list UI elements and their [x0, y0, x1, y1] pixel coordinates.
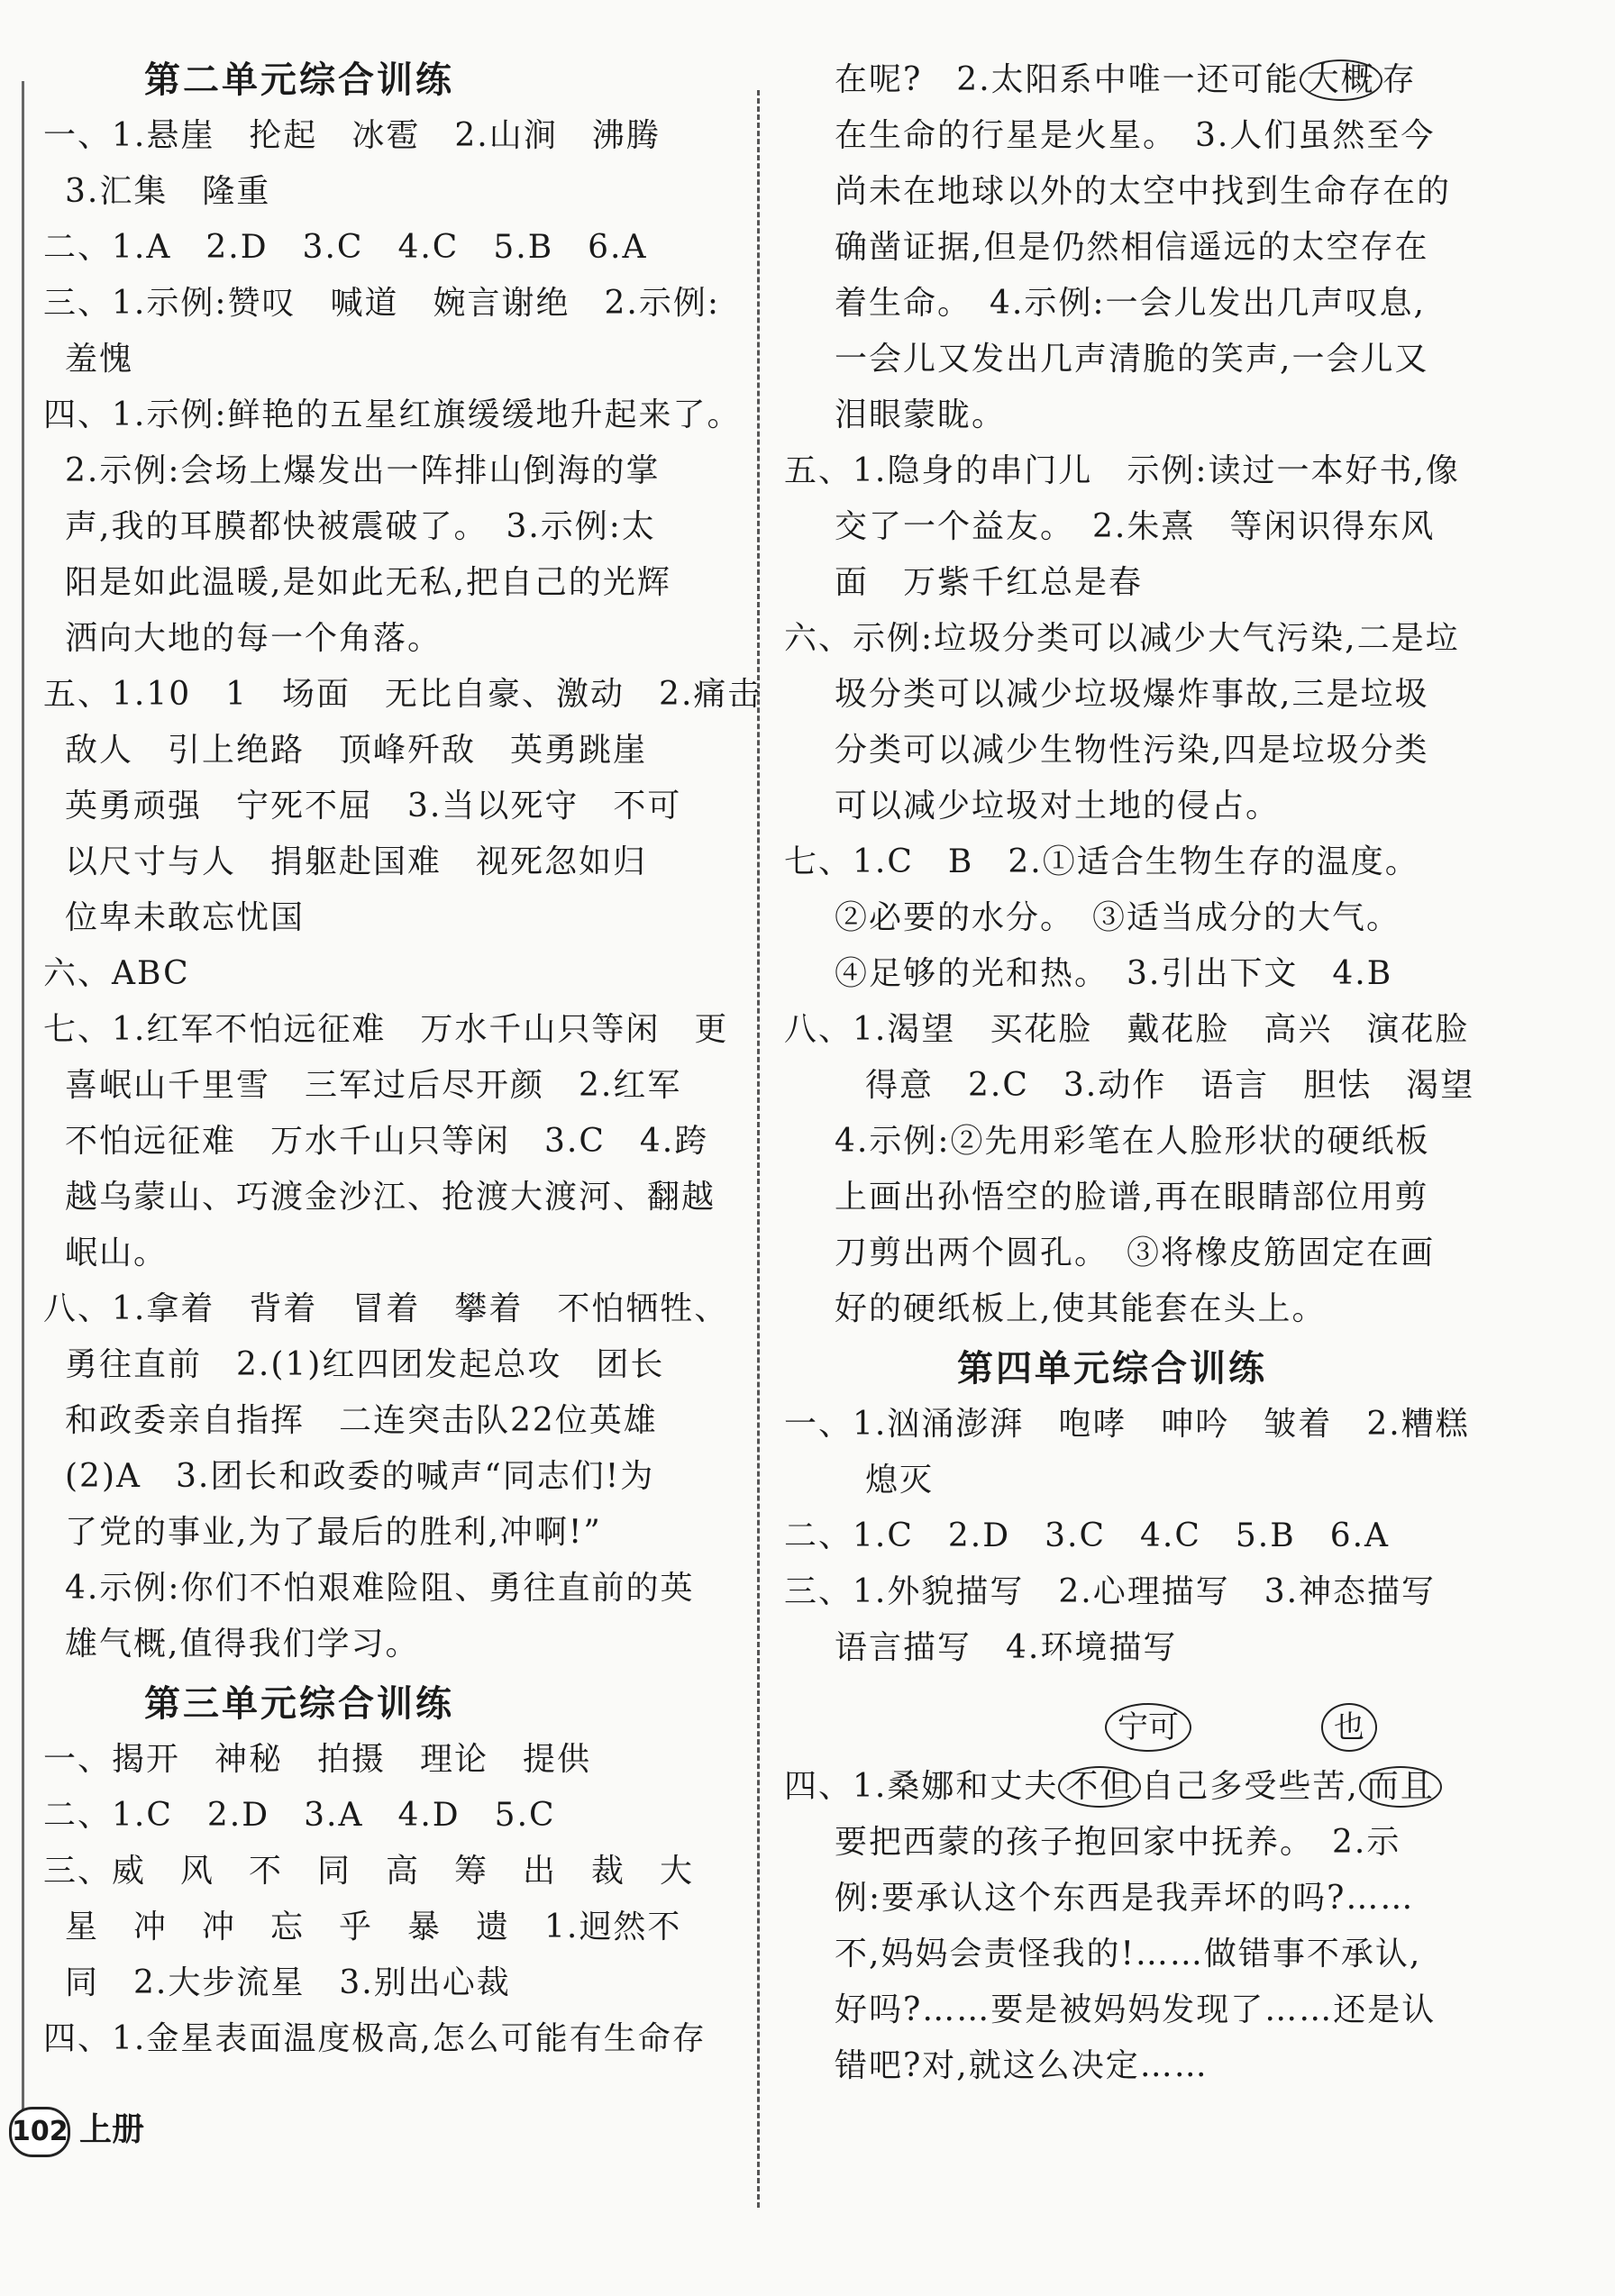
- answer-line: 圾分类可以减少垃圾爆炸事故,三是垃圾: [835, 676, 1429, 713]
- annotation-bubble: 宁可: [1105, 1703, 1191, 1752]
- answer-line: 二、1.C 2.D 3.A 4.D 5.C: [43, 1797, 556, 1834]
- answer-line: 尚未在地球以外的太空中找到生命存在的: [835, 173, 1452, 210]
- answer-line: 确凿证据,但是仍然相信遥远的太空存在: [835, 229, 1429, 266]
- answer-line: 五、1.10 1 场面 无比自豪、激动 2.痛击: [43, 676, 762, 713]
- answer-line: 勇往直前 2.(1)红四团发起总攻 团长: [65, 1346, 665, 1383]
- answer-line: 和政委亲自指挥 二连突击队22位英雄: [65, 1402, 658, 1439]
- answer-line: 位卑未敢忘忧国: [65, 899, 306, 936]
- answer-line: 六、示例:垃圾分类可以减少大气污染,二是垃: [784, 620, 1460, 657]
- answer-line: 喜岷山千里雪 三军过后尽开颜 2.红军: [65, 1067, 682, 1104]
- answer-line: 二、1.C 2.D 3.C 4.C 5.B 6.A: [784, 1517, 1391, 1554]
- circled-word: 不但: [1058, 1766, 1141, 1808]
- answer-line: 面 万紫千红总是春: [835, 564, 1144, 601]
- answer-line: 三、威 风 不 同 高 筹 出 裁 大: [43, 1853, 695, 1890]
- answer-line: 羞愧: [65, 341, 134, 378]
- answer-line: 语言描写 4.环境描写: [835, 1629, 1178, 1666]
- answer-line: ②必要的水分。 ③适当成分的大气。: [835, 899, 1401, 936]
- answer-line: 星 冲 冲 忘 乎 暴 遗 1.迥然不: [65, 1909, 682, 1945]
- answer-line: 一、1.汹涌澎湃 咆哮 呻吟 皱着 2.糟糕: [784, 1406, 1470, 1443]
- answer-line: 在生命的行星是火星。 3.人们虽然至今: [835, 117, 1436, 154]
- answer-line: ④足够的光和热。 3.引出下文 4.B: [835, 955, 1393, 992]
- answer-line: 不怕远征难 万水千山只等闲 3.C 4.跨: [65, 1123, 709, 1160]
- answer-line: 得意 2.C 3.动作 语言 胆怯 渴望: [865, 1067, 1475, 1104]
- answer-line: 雄气概,值得我们学习。: [65, 1626, 420, 1663]
- answer-line: 3.汇集 隆重: [65, 173, 271, 210]
- answer-line: (2)A 3.团长和政委的喊声“同志们!为: [65, 1458, 655, 1495]
- answer-line: 八、1.渴望 买花脸 戴花脸 高兴 演花脸: [784, 1011, 1470, 1048]
- circled-word: 大概: [1300, 59, 1382, 101]
- answer-line: 同 2.大步流星 3.别出心裁: [65, 1964, 511, 2001]
- line-text: 四、1.桑娜和丈夫: [784, 1768, 1059, 1805]
- answer-line: 英勇顽强 宁死不屈 3.当以死守 不可: [65, 788, 682, 825]
- column-divider: [757, 90, 760, 2208]
- unit2-heading: 第二单元综合训练: [144, 59, 454, 101]
- answer-line: 岷山。: [65, 1235, 169, 1271]
- answer-line: 五、1.隐身的串门儿 示例:读过一本好书,像: [784, 452, 1460, 489]
- answer-line: 交了一个益友。 2.朱熹 等闲识得东风: [835, 508, 1436, 545]
- unit4-heading: 第四单元综合训练: [957, 1348, 1267, 1389]
- answer-line: 三、1.外貌描写 2.心理描写 3.神态描写: [784, 1573, 1437, 1610]
- answer-line: 一、揭开 神秘 拍摄 理论 提供: [43, 1741, 592, 1778]
- answer-line: 八、1.拿着 背着 冒着 攀着 不怕牺牲、: [43, 1290, 729, 1327]
- answer-line: 好的硬纸板上,使其能套在头上。: [835, 1290, 1327, 1327]
- answer-line: 刀剪出两个圆孔。 ③将橡皮筋固定在画: [835, 1235, 1436, 1271]
- answer-line: 声,我的耳膜都快被震破了。 3.示例:太: [65, 508, 656, 545]
- answer-line: 阳是如此温暖,是如此无私,把自己的光辉: [65, 564, 671, 601]
- answer-line: 七、1.红军不怕远征难 万水千山只等闲 更: [43, 1011, 729, 1048]
- answer-line: 敌人 引上绝路 顶峰歼敌 英勇跳崖: [65, 732, 648, 769]
- line-text-after: 存: [1382, 61, 1417, 98]
- answer-line: 要把西蒙的孩子抱回家中抚养。 2.示: [835, 1824, 1401, 1861]
- answer-line: 可以减少垃圾对土地的侵占。: [835, 788, 1281, 825]
- answer-line: 了党的事业,为了最后的胜利,冲啊!”: [65, 1514, 602, 1551]
- answer-line: 熄灭: [865, 1462, 935, 1499]
- answer-line: 好吗?……要是被妈妈发现了……还是认: [835, 1991, 1437, 2028]
- answer-line: 泪眼蒙眬。: [835, 396, 1007, 433]
- answer-line: 越乌蒙山、巧渡金沙江、抢渡大渡河、翻越: [65, 1179, 716, 1216]
- volume-label: 上册: [79, 2111, 145, 2148]
- answer-line: [835, 52, 1417, 108]
- answer-line: 4.示例:②先用彩笔在人脸形状的硬纸板: [835, 1123, 1430, 1160]
- answer-line: [784, 1759, 1442, 1815]
- answer-line: 上画出孙悟空的脸谱,再在眼睛部位用剪: [835, 1179, 1429, 1216]
- answer-line: 不,妈妈会责怪我的!……做错事不承认,: [835, 1936, 1422, 1973]
- answer-line: 一会儿又发出几声清脆的笑声,一会儿又: [835, 341, 1429, 378]
- page-number-badge: 102: [9, 2107, 70, 2157]
- binding-edge-line: [22, 81, 24, 2118]
- answer-line: 三、1.示例:赞叹 喊道 婉言谢绝 2.示例:: [43, 285, 720, 322]
- answer-line: 六、ABC: [43, 955, 190, 992]
- answer-line: 一、1.悬崖 抡起 冰雹 2.山涧 沸腾: [43, 117, 661, 154]
- unit3-heading: 第三单元综合训练: [144, 1683, 454, 1725]
- answer-line: 二、1.A 2.D 3.C 4.C 5.B 6.A: [43, 229, 648, 266]
- answer-line: 洒向大地的每一个角落。: [65, 620, 443, 657]
- answer-line: 七、1.C B 2.①适合生物生存的温度。: [784, 843, 1419, 880]
- answer-line: 2.示例:会场上爆发出一阵排山倒海的掌: [65, 452, 661, 489]
- answer-line: 分类可以减少生物性污染,四是垃圾分类: [835, 732, 1429, 769]
- answer-line: 四、1.示例:鲜艳的五星红旗缓缓地升起来了。: [43, 396, 742, 433]
- circled-word: 而且: [1359, 1766, 1442, 1808]
- answer-line: 错吧?对,就这么决定……: [835, 2047, 1209, 2084]
- line-text-after: 自己多受些苦,: [1141, 1768, 1359, 1805]
- answer-line: 4.示例:你们不怕艰难险阻、勇往直前的英: [65, 1570, 695, 1607]
- line-text: 在呢? 2.太阳系中唯一还可能: [835, 61, 1300, 98]
- annotation-bubble: 也: [1321, 1703, 1377, 1752]
- answer-line: 例:要承认这个东西是我弄坏的吗?……: [835, 1880, 1415, 1917]
- answer-line: 四、1.金星表面温度极高,怎么可能有生命存: [43, 2020, 707, 2057]
- answer-line: 着生命。 4.示例:一会儿发出几声叹息,: [835, 285, 1426, 322]
- answer-line: 以尺寸与人 捐躯赴国难 视死忽如归: [65, 843, 648, 880]
